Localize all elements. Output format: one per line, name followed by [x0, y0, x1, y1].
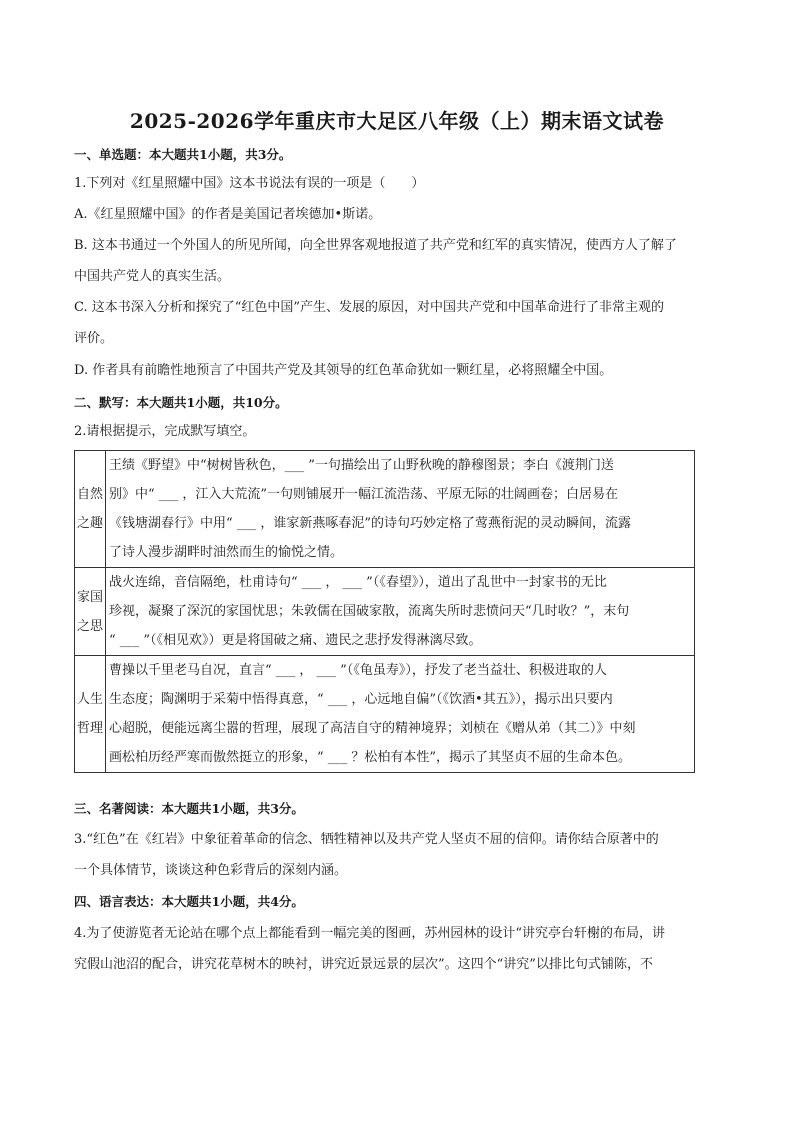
- category-label: 自然: [76, 487, 103, 502]
- question-3-line1: 3.“红色”在《红岩》中象征着革命的信念、牺牲精神以及共产党人坚贞不屈的信仰。请你结合原著中的: [74, 832, 659, 847]
- question-1-option-c-line2: 评价。: [74, 331, 114, 346]
- category-label: 家国: [76, 589, 103, 605]
- content-line: 生态度；陶渊明于采菊中悟得真意，“ ___ ，心远地自偏”（《饮酒•其五》），揭示出只要内: [109, 692, 613, 707]
- question-1-option-b-line1: B. 这本书通过一个外国人的所见所闻，向全世界客观地报道了共产党和红军的真实情况，使西方人了解了: [74, 238, 677, 253]
- row-content: [106, 568, 695, 656]
- content-line: 《钱塘湖春行》中用“ ___ ，谁家新燕啄春泥”的诗句巧妙定格了莺燕衔泥的灵动瞬间，流露: [109, 516, 632, 531]
- question-4-line2: 究假山池沼的配合，讲究花草树木的映衬，讲究近景远景的层次”。这四个“讲究”以排比句式铺陈，不: [74, 957, 653, 972]
- page-title: 2025-2026学年重庆市大足区八年级（上）期末语文试卷: [129, 109, 665, 133]
- content-line: 战火连绵，音信隔绝，杜甫诗句“ ___ ， ___ ”（《春望》），道出了乱世中一封家书的无比: [109, 575, 607, 590]
- question-3-line2: 一个具体情节，谈谈这种色彩背后的深刻内涵。: [74, 863, 348, 878]
- content-line: 画松柏历经严寒而傲然挺立的形象，“ ___ ？松柏有本性”，揭示了其坚贞不屈的生命本色。: [109, 750, 632, 765]
- row-category: [75, 451, 106, 568]
- category-label: 之趣: [76, 516, 103, 531]
- question-1-option-b-line2: 中国共产党人的真实生活。: [74, 269, 231, 284]
- question-1-stem: 1.下列对《红星照耀中国》这本书说法有误的一项是（ ）: [74, 176, 425, 191]
- content-line: 曹操以千里老马自况，直言“ ___ ， ___ ”（《龟虽寿》），抒发了老当益壮、积极进取的人: [109, 663, 607, 678]
- category-label: 之思: [76, 618, 103, 634]
- content-line: 别》中“ ___ ，江入大荒流”一句则铺展开一幅江流浩荡、平原无际的壮阔画卷；白居易在: [109, 487, 619, 502]
- question-1-option-c-line1: C. 这本书深入分析和探究了“红色中国”产生、发展的原因，对中国共产党和中国革命进行了非常主观的: [74, 300, 665, 315]
- category-label: 哲理: [76, 721, 103, 736]
- table-row: [75, 656, 695, 773]
- row-content: [106, 451, 695, 568]
- section-4-heading: 四、语言表达：本大题共1小题，共4分。: [74, 894, 304, 909]
- question-4-line1: 4.为了使游览者无论站在哪个点上都能看到一幅完美的图画，苏州园林的设计“讲究亭台轩榭的布局，讲: [74, 926, 666, 941]
- content-line: 珍视，凝聚了深沉的家国忧思；朱敦儒在国破家散，流离失所时悲愤问天“几时收？”，末句: [109, 604, 630, 619]
- content-line: 心超脱，便能远离尘嚣的哲理，展现了高洁自守的精神境界；刘桢在《赠从弟（其二）》中刻: [109, 721, 636, 736]
- dictation-table: [74, 450, 695, 773]
- section-3-heading: 三、名著阅读：本大题共1小题，共3分。: [74, 801, 304, 816]
- row-category: [75, 568, 106, 656]
- question-1-option-a: A.《红星照耀中国》的作者是美国记者埃德加•斯诺。: [74, 207, 382, 222]
- table-row: [75, 451, 695, 568]
- category-label: 人生: [76, 692, 103, 707]
- section-1-heading: 一、单选题：本大题共1小题，共3分。: [74, 147, 292, 162]
- row-category: [75, 656, 106, 773]
- content-line: 了诗人漫步湖畔时油然而生的愉悦之情。: [109, 545, 344, 560]
- section-2-heading: 二、默写：本大题共1小题，共10分。: [74, 395, 288, 410]
- content-line: “ ___ ”（《相见欢》）更是将国破之痛、遗民之悲抒发得淋漓尽致。: [109, 633, 482, 648]
- row-content: [106, 656, 695, 773]
- question-2-stem: 2.请根据提示，完成默写填空。: [74, 424, 256, 439]
- question-1-option-d: D. 作者具有前瞻性地预言了中国共产党及其领导的红色革命犹如一颗红星，必将照耀全中国。: [74, 363, 613, 378]
- content-line: 王绩《野望》中“树树皆秋色，___ ”一句描绘出了山野秋晚的静穆图景；李白《渡荆门送: [109, 458, 614, 473]
- table-row: [75, 568, 695, 656]
